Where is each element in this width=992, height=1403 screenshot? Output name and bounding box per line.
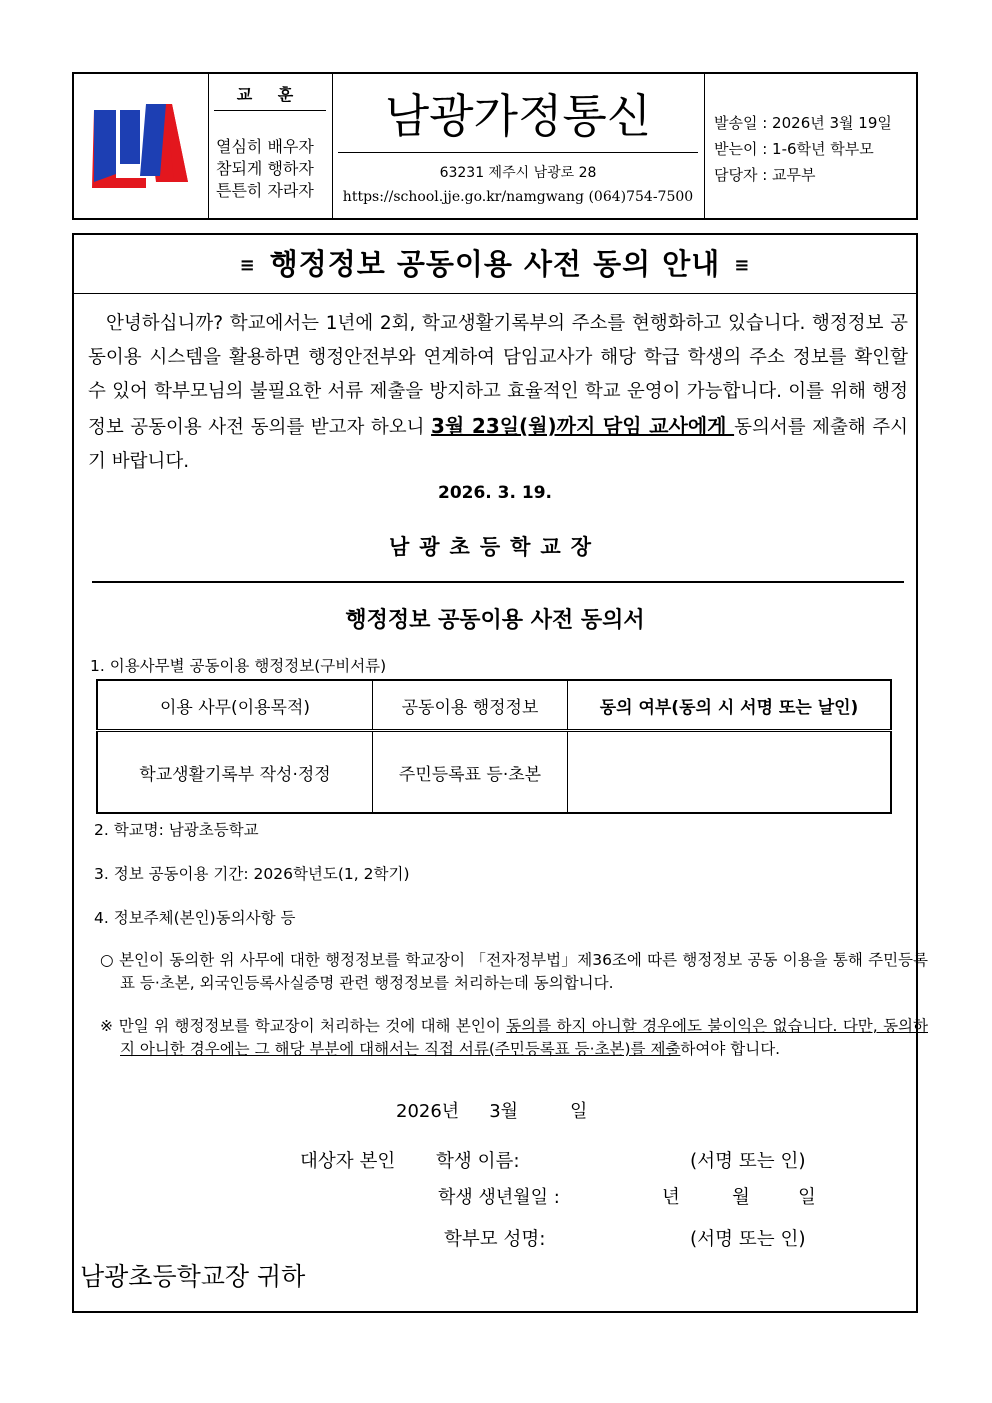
sign-year: 2026년 — [396, 1101, 460, 1122]
notice-box — [72, 233, 928, 1313]
school-address: 63231 제주시 남광로 28 — [439, 165, 597, 181]
table-header: 동의 여부(동의 시 서명 또는 날인) — [568, 680, 892, 731]
item-1: 1. 이용사무별 공동이용 행정정보(구비서류) — [90, 657, 387, 675]
equiv-icon: ≡ — [734, 255, 751, 276]
notice-title-bar — [74, 235, 916, 294]
school-contact: https://school.jje.go.kr/namgwang (064)754-7500 — [342, 189, 694, 205]
birth-day[interactable]: 일 — [798, 1187, 816, 1208]
divider — [338, 152, 698, 153]
table-cell: 학교생활기록부 작성·정정 — [97, 731, 373, 814]
cut-line — [92, 581, 904, 583]
reference-note-underlined: 동의를 하지 아니할 경우에도 불이익은 없습니다. 다만, 동의하지 아니한 경우에는 그 해당 부분에 대해서는 직접 서류(주민등록표 등·초본)를 제출 — [120, 1017, 928, 1058]
sign-month: 3월 — [489, 1101, 519, 1122]
deadline-emphasis: 3월 23일(월)까지 담임 교사에게 — [431, 414, 735, 438]
notice-date: 2026. 3. 19. — [437, 483, 552, 503]
motto-line: 튼튼히 자라자 — [216, 181, 314, 200]
sign-date — [396, 1097, 587, 1123]
item-2: 2. 학교명: 남광초등학교 — [94, 821, 259, 839]
notice-body-tail: 동의서를 제출해 주시기 바랍니다. — [88, 417, 908, 472]
recipient: 받는이 : 1-6학년 학부모 — [714, 140, 874, 158]
item-4: 4. 정보주체(본인)동의사항 등 — [94, 909, 296, 927]
table-header: 이용 사무(이용목적) — [97, 680, 373, 731]
reference-note — [100, 1015, 928, 1061]
subject-label: 대상자 본인 — [300, 1151, 396, 1172]
addressee: 남광초등학교장 귀하 — [80, 1262, 306, 1291]
notice-title — [74, 241, 916, 289]
birth-month[interactable]: 월 — [732, 1187, 750, 1208]
sign-or-seal[interactable]: (서명 또는 인) — [690, 1151, 806, 1172]
reference-note-text: ※ 만일 위 행정정보를 학교장이 처리하는 것에 대해 본인이 — [100, 1017, 507, 1035]
logo-cell — [74, 74, 209, 218]
student-name-label: 학생 이름: — [436, 1151, 520, 1172]
parent-name-label: 학부모 성명: — [444, 1229, 546, 1250]
sign-or-seal[interactable]: (서명 또는 인) — [690, 1229, 806, 1250]
signature-cell[interactable] — [568, 731, 892, 814]
equiv-icon: ≡ — [239, 255, 256, 276]
newsletter-title: 남광가정통신 — [384, 89, 652, 143]
consent-title: 행정정보 공동이용 사전 동의서 — [345, 608, 645, 633]
motto-title: 교 훈 — [214, 80, 326, 111]
reference-note-tail: 하여야 합니다. — [680, 1040, 781, 1058]
table-header-row — [97, 680, 891, 731]
table-row — [97, 731, 891, 814]
notice-body — [88, 307, 908, 479]
newsletter-header — [72, 72, 918, 220]
send-date: 발송일 : 2026년 3월 19일 — [714, 114, 892, 132]
birth-year[interactable]: 년 — [662, 1187, 680, 1208]
notice-body-text: 안녕하십니까? 학교에서는 1년에 2회, 학교생활기록부의 주소를 현행화하고 있습니다. 행정정보 공동이용 시스템을 활용하면 행정안전부와 연계하여 담임교사가 해당 학급 학생의 주소 정보를 확인할 수 있어 학부모님의 불필요한 서류 제출을 방지하고 효율적인 학교 운영이 가능합니다. 이를 위해 행정정보 공동이용 사전 동의를 받고자 하오니 — [88, 313, 908, 438]
consent-statement: ○ 본인이 동의한 위 사무에 대한 행정정보를 학교장이 「전자정부법」제36조에 따른 행정정보 공동 이용을 통해 주민등록표 등·초본, 외국인등록사실증명 관련 행정정보를 처리하는데 동의합니다. — [100, 951, 928, 992]
notice-title-text: 행정정보 공동이용 사전 동의 안내 — [269, 247, 721, 281]
principal-name: 남광초등학교장 — [388, 535, 601, 559]
sign-day[interactable]: 일 — [570, 1101, 588, 1122]
motto-cell — [208, 74, 333, 218]
title-cell — [332, 74, 705, 218]
table-header: 공동이용 행정정보 — [373, 680, 568, 731]
school-logo — [90, 104, 190, 188]
table-cell: 주민등록표 등·초본 — [373, 731, 568, 814]
manager: 담당자 : 교무부 — [714, 166, 816, 184]
motto-line: 열심히 배우자 — [216, 137, 314, 156]
motto-line: 참되게 행하자 — [216, 159, 314, 178]
info-cell — [704, 74, 916, 218]
item-3: 3. 정보 공동이용 기간: 2026학년도(1, 2학기) — [94, 865, 410, 883]
student-birth-label: 학생 생년월일 : — [438, 1187, 560, 1208]
consent-table — [96, 679, 892, 814]
